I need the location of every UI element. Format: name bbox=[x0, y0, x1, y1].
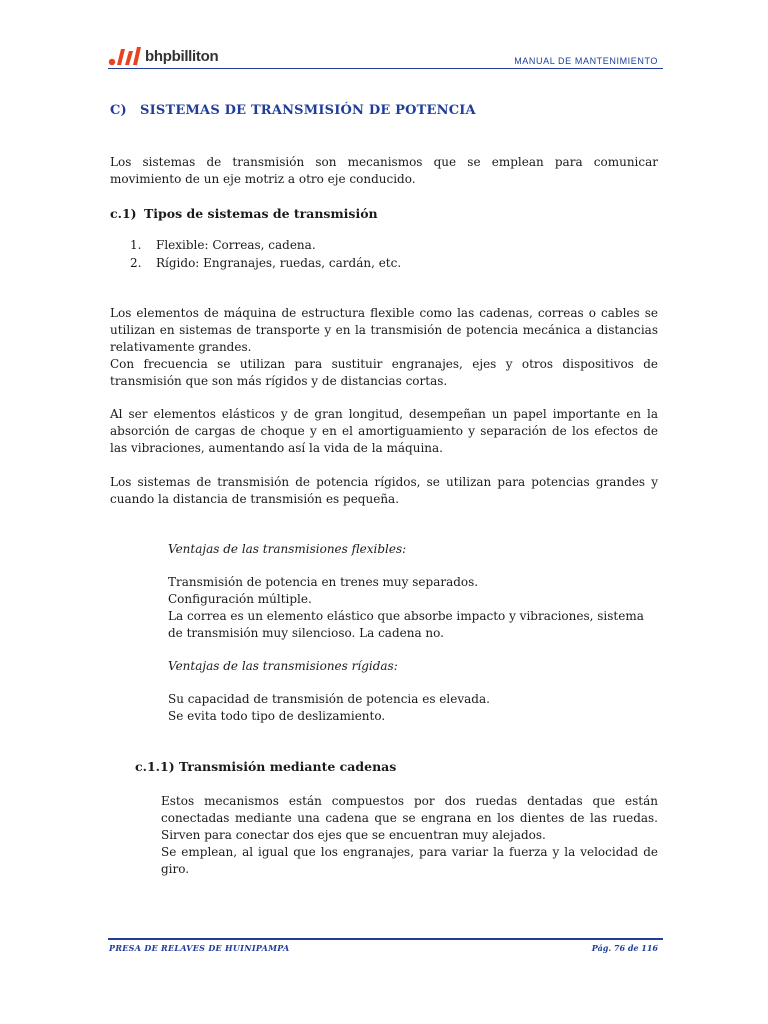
document-label: MANUAL DE MANTENIMIENTO bbox=[514, 56, 658, 66]
text-line: giro. bbox=[161, 862, 190, 876]
text-line: las vibraciones, aumentando así la vida de la máquina. bbox=[110, 441, 443, 455]
text-line: Sirven para conectar dos ejes que se encuentran muy alejados. bbox=[161, 828, 546, 842]
text-line: La correa es un elemento elástico que absorbe impacto y vibraciones, sistema bbox=[168, 609, 644, 623]
transmission-types-list bbox=[130, 236, 401, 272]
subsection-title: Tipos de sistemas de transmisión bbox=[144, 206, 378, 221]
text-line: absorción de cargas de choque y en el amortiguamiento y separación de los efectos de bbox=[110, 424, 658, 438]
footer-project-name: PRESA DE RELAVES DE HUINIPAMPA bbox=[109, 943, 290, 953]
rigid-systems-paragraph bbox=[110, 474, 658, 508]
text-line: Los sistemas de transmisión son mecanismos que se emplean para comunicar bbox=[110, 155, 658, 169]
section-title-text: SISTEMAS DE TRANSMISIÓN DE POTENCIA bbox=[140, 103, 476, 118]
text-line: conectadas mediante una cadena que se engrana en los dientes de las ruedas. bbox=[161, 811, 658, 825]
list-text: Rígido: Engranajes, ruedas, cardán, etc. bbox=[156, 256, 402, 270]
text-line: Se evita todo tipo de deslizamiento. bbox=[168, 709, 386, 723]
advantages-flexible-title: Ventajas de las transmisiones flexibles: bbox=[168, 542, 407, 556]
subsection-heading-c11 bbox=[135, 759, 396, 774]
footer-rule bbox=[108, 938, 663, 940]
text-line: de transmisión muy silencioso. La cadena no. bbox=[168, 626, 444, 640]
text-line: Transmisión de potencia en trenes muy separados. bbox=[168, 575, 479, 589]
text-line: movimiento de un eje motriz a otro eje conducido. bbox=[110, 172, 416, 186]
elastic-elements-paragraph bbox=[110, 406, 658, 457]
text-line: Los elementos de máquina de estructura flexible como las cadenas, correas o cables se bbox=[110, 306, 658, 320]
text-line: transmisión que son más rígidos y de distancias cortas. bbox=[110, 374, 448, 388]
list-item bbox=[130, 254, 401, 272]
advantages-rigid-title: Ventajas de las transmisiones rígidas: bbox=[168, 659, 398, 673]
text-line: Con frecuencia se utilizan para sustituir engranajes, ejes y otros dispositivos de bbox=[110, 357, 658, 371]
text-line: cuando la distancia de transmisión es pequeña. bbox=[110, 492, 400, 506]
text-line: Su capacidad de transmisión de potencia es elevada. bbox=[168, 692, 490, 706]
logo-text: bhpbilliton bbox=[145, 47, 219, 65]
subsection-heading-c1 bbox=[110, 206, 378, 221]
section-number: C) bbox=[110, 103, 127, 118]
list-number: 1. bbox=[130, 238, 142, 252]
intro-paragraph bbox=[110, 154, 658, 188]
subsection-number: c.1.1) bbox=[135, 759, 175, 774]
advantages-flexible-list bbox=[168, 574, 658, 642]
subsection-title: Transmisión mediante cadenas bbox=[178, 759, 397, 774]
text-line: Los sistemas de transmisión de potencia rígidos, se utilizan para potencias grandes y bbox=[110, 475, 658, 489]
text-line: Estos mecanismos están compuestos por dos ruedas dentadas que están bbox=[161, 794, 658, 808]
text-line: utilizan en sistemas de transporte y en la transmisión de potencia mecánica a distancias bbox=[110, 323, 658, 337]
advantages-rigid-list bbox=[168, 691, 658, 725]
company-logo bbox=[108, 44, 218, 68]
bhp-logo-mark-icon bbox=[108, 45, 142, 67]
text-line: relativamente grandes. bbox=[110, 340, 252, 354]
list-item bbox=[130, 236, 401, 254]
footer-page-number: Pág. 76 de 116 bbox=[591, 943, 658, 953]
list-number: 2. bbox=[130, 256, 142, 270]
section-title bbox=[110, 103, 476, 118]
header-rule bbox=[108, 68, 663, 69]
flexible-elements-paragraph bbox=[110, 305, 658, 390]
chains-paragraph bbox=[161, 793, 658, 878]
subsection-number: c.1) bbox=[110, 206, 137, 221]
text-line: Se emplean, al igual que los engranajes, para variar la fuerza y la velocidad de bbox=[161, 845, 658, 859]
text-line: Configuración múltiple. bbox=[168, 592, 312, 606]
text-line: Al ser elementos elásticos y de gran longitud, desempeñan un papel importante en la bbox=[110, 407, 658, 421]
list-text: Flexible: Correas, cadena. bbox=[156, 238, 316, 252]
